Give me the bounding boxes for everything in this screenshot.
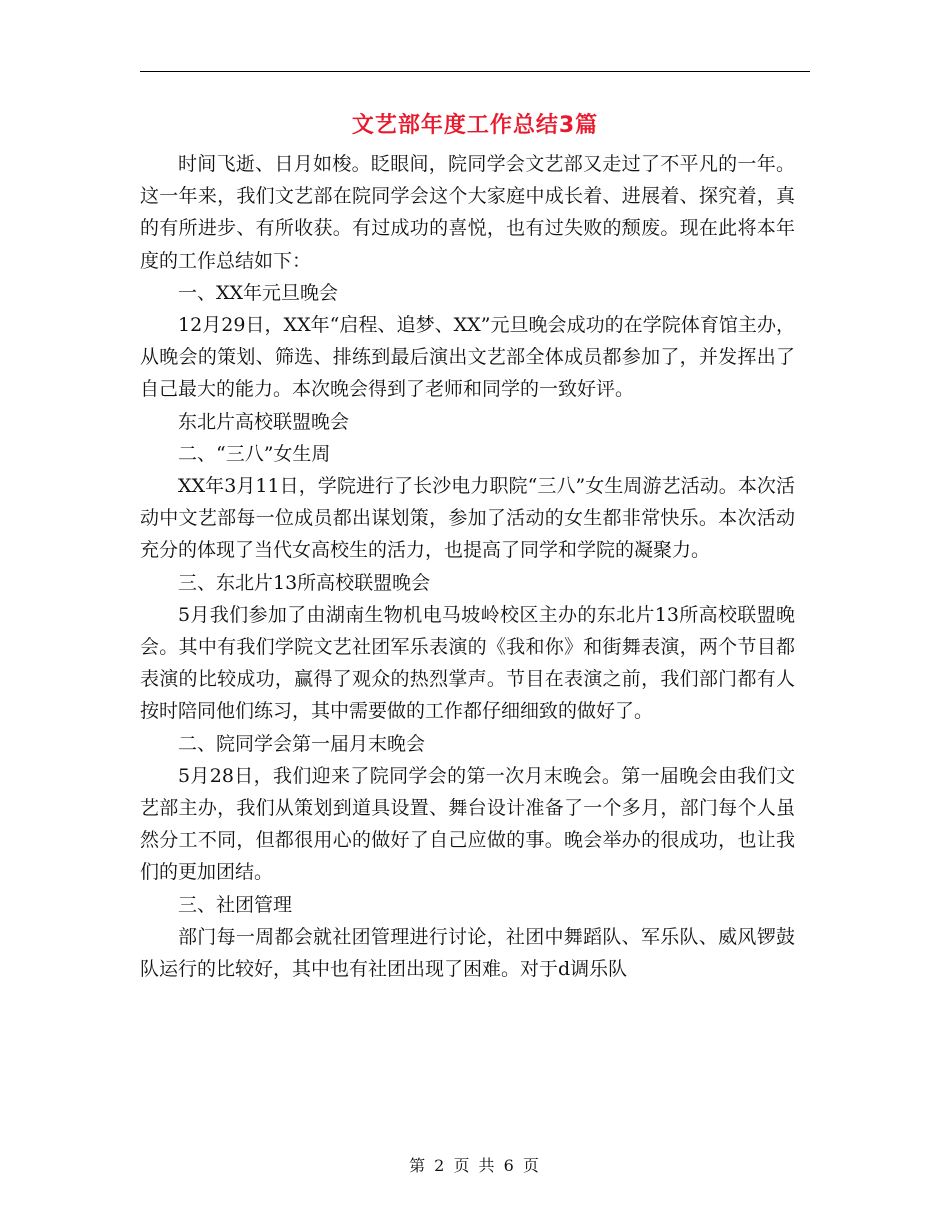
paragraph-new-year-gala: 12月29日，XX年“启程、追梦、XX”元旦晚会成功的在学院体育馆主办，从晚会的策划、筛选、排练到最后演出文艺部全体成员都参加了，并发挥出了自己最大的能力。本次晚会得到了老师和同学的一致好评。 bbox=[140, 314, 795, 401]
page-footer: 第 2 页 共 6 页 bbox=[409, 1156, 541, 1175]
section-heading-new-year-gala: 一、XX年元旦晚会 bbox=[178, 281, 339, 304]
paragraph-monthly-gala: 5月28日，我们迎来了院同学会的第一次月末晚会。第一届晚会由我们文艺部主办，我们从策划到道具设置、舞台设计准备了一个多月，部门每个人虽然分工不同，但都很用心的做好了自己应做的事。晚会举办的很成功，也让我们的更加团结。 bbox=[140, 764, 795, 884]
paragraph-intro: 时间飞逝、日月如梭。眨眼间，院同学会文艺部又走过了不平凡的一年。这一年来，我们文艺部在院同学会这个大家庭中成长着、进展着、探究着，真的有所进步、有所收获。有过成功的喜悦，也有过失败的颓废。现在此将本年度的工作总结如下： bbox=[140, 153, 795, 272]
section-heading-club-management: 三、社团管理 bbox=[178, 893, 293, 916]
document-body bbox=[140, 148, 795, 985]
document-title: 文艺部年度工作总结3篇 bbox=[351, 113, 599, 138]
paragraph-alliance-gala: 5月我们参加了由湖南生物机电马坡岭校区主办的东北片13所高校联盟晚会。其中有我们学院文艺社团军乐表演的《我和你》和街舞表演，两个节目都表演的比较成功，赢得了观众的热烈掌声。节目在表演之前，我们部门都有人按时陪同他们练习，其中需要做的工作都仔细细致的做好了。 bbox=[140, 603, 795, 723]
paragraph-club-management: 部门每一周都会就社团管理进行讨论，社团中舞蹈队、军乐队、威风锣鼓队运行的比较好，其中也有社团出现了困难。对于d调乐队 bbox=[140, 925, 795, 981]
paragraph-womens-week: XX年3月11日，学院进行了长沙电力职院“三八”女生周游艺活动。本次活动中文艺部每一位成员都出谋划策，参加了活动的女生都非常快乐。本次活动充分的体现了当代女高校生的活力，也提高了同学和学院的凝聚力。 bbox=[140, 475, 795, 562]
section-heading-alliance-gala: 三、东北片13所高校联盟晚会 bbox=[178, 571, 431, 594]
section-heading-monthly-gala: 二、院同学会第一届月末晚会 bbox=[178, 732, 426, 755]
header-rule bbox=[140, 71, 810, 72]
image-caption-northeast-alliance: 东北片高校联盟晚会 bbox=[178, 410, 350, 433]
section-heading-womens-week: 二、“三八”女生周 bbox=[178, 442, 331, 465]
